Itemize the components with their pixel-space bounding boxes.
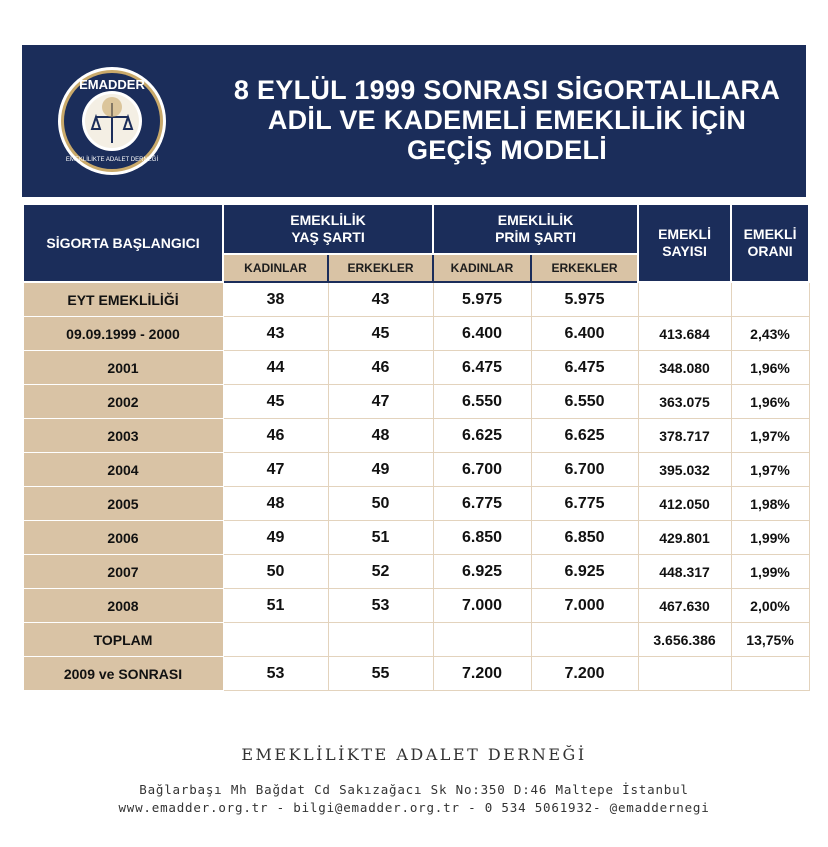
age-women: 53 [223,657,328,691]
retiree-rate: 1,99% [731,521,809,555]
row-label: 2003 [23,419,223,453]
footer-address: Bağlarbaşı Mh Bağdat Cd Sakızağacı Sk No:350 D:46 Maltepe İstanbul [139,782,689,797]
subheader-kadinlar: KADINLAR [223,254,328,282]
age-men: 55 [328,657,433,691]
table-row [23,487,809,521]
prim-women: 6.850 [433,521,531,555]
prim-women: 6.400 [433,317,531,351]
retiree-count: 448.317 [638,555,731,589]
table-row [23,419,809,453]
prim-men: 6.850 [531,521,638,555]
header-emekli-sayisi: EMEKLİ SAYISI [638,204,731,282]
age-men: 46 [328,351,433,385]
age-women: 43 [223,317,328,351]
age-women: 48 [223,487,328,521]
row-label: 2005 [23,487,223,521]
row-label: 2001 [23,351,223,385]
emadder-logo-icon [56,65,168,177]
subheader-erkekler: ERKEKLER [328,254,433,282]
prim-women: 6.700 [433,453,531,487]
retiree-count: 467.630 [638,589,731,623]
table-row [23,555,809,589]
age-women: 45 [223,385,328,419]
retiree-rate: 1,98% [731,487,809,521]
transition-model-table [22,203,810,691]
subheader-kadinlar: KADINLAR [433,254,531,282]
age-men: 47 [328,385,433,419]
prim-women: 6.475 [433,351,531,385]
prim-men: 6.550 [531,385,638,419]
title-line: 8 EYLÜL 1999 SONRASI SİGORTALILARA [233,75,781,105]
subheader-erkekler: ERKEKLER [531,254,638,282]
header-emekli-orani: EMEKLİ ORANI [731,204,809,282]
retiree-count: 395.032 [638,453,731,487]
prim-women: 6.925 [433,555,531,589]
svg-text:EMEKLİLİKTE ADALET DERNEĞİ: EMEKLİLİKTE ADALET DERNEĞİ [65,157,159,163]
retiree-rate: 13,75% [731,623,809,657]
prim-men: 6.400 [531,317,638,351]
retiree-count: 429.801 [638,521,731,555]
row-label: 2006 [23,521,223,555]
age-women: 38 [223,282,328,317]
title-line: GEÇİŞ MODELİ [406,135,608,165]
row-label: 2008 [23,589,223,623]
prim-women: 6.550 [433,385,531,419]
retiree-count: 348.080 [638,351,731,385]
header-prim-sarti: EMEKLİLİK PRİM ŞARTI [433,204,638,254]
title-line: ADİL VE KADEMELİ EMEKLİLİK İÇİN [267,105,747,135]
retiree-count [638,282,731,317]
age-men: 51 [328,521,433,555]
table-row [23,317,809,351]
row-label: 2007 [23,555,223,589]
footer-contact: www.emadder.org.tr - bilgi@emadder.org.tr - 0 534 5061932- @emaddernegi [118,800,710,815]
prim-men [531,623,638,657]
retiree-rate [731,657,809,691]
retiree-count: 412.050 [638,487,731,521]
prim-men: 5.975 [531,282,638,317]
age-women: 50 [223,555,328,589]
table-row [23,521,809,555]
page-title [212,75,802,165]
retiree-count: 378.717 [638,419,731,453]
age-women: 49 [223,521,328,555]
prim-women: 7.000 [433,589,531,623]
table-row [23,351,809,385]
prim-women [433,623,531,657]
table-row [23,623,809,657]
prim-men: 6.925 [531,555,638,589]
retiree-rate: 1,99% [731,555,809,589]
age-men: 48 [328,419,433,453]
row-label: 2002 [23,385,223,419]
retiree-count [638,657,731,691]
table-row [23,657,809,691]
age-women: 47 [223,453,328,487]
age-men: 50 [328,487,433,521]
age-men: 52 [328,555,433,589]
prim-men: 6.625 [531,419,638,453]
table-row [23,385,809,419]
retiree-rate: 1,96% [731,385,809,419]
footer-org-name: EMEKLİLİKTE ADALET DERNEĞİ [241,745,587,764]
retiree-count: 363.075 [638,385,731,419]
age-men: 45 [328,317,433,351]
age-women: 46 [223,419,328,453]
prim-men: 6.700 [531,453,638,487]
age-men: 43 [328,282,433,317]
row-label: TOPLAM [23,623,223,657]
age-women: 51 [223,589,328,623]
table-row [23,589,809,623]
prim-women: 6.775 [433,487,531,521]
prim-women: 7.200 [433,657,531,691]
row-label: 2009 ve SONRASI [23,657,223,691]
retiree-rate: 2,00% [731,589,809,623]
prim-men: 6.475 [531,351,638,385]
age-men: 49 [328,453,433,487]
age-men [328,623,433,657]
retiree-rate: 1,97% [731,453,809,487]
age-women: 44 [223,351,328,385]
header-sigorta-baslangici: SİGORTA BAŞLANGICI [23,204,223,282]
retiree-rate: 1,96% [731,351,809,385]
prim-women: 6.625 [433,419,531,453]
table-row [23,282,809,317]
header-banner [22,45,806,197]
retiree-rate: 1,97% [731,419,809,453]
row-label: EYT EMEKLİLİĞİ [23,282,223,317]
retiree-count: 3.656.386 [638,623,731,657]
retiree-rate [731,282,809,317]
retiree-count: 413.684 [638,317,731,351]
age-men: 53 [328,589,433,623]
row-label: 09.09.1999 - 2000 [23,317,223,351]
prim-women: 5.975 [433,282,531,317]
prim-men: 6.775 [531,487,638,521]
svg-text:EMADDER: EMADDER [79,77,145,92]
age-women [223,623,328,657]
row-label: 2004 [23,453,223,487]
header-yas-sarti: EMEKLİLİK YAŞ ŞARTI [223,204,433,254]
table-row [23,453,809,487]
prim-men: 7.000 [531,589,638,623]
retiree-rate: 2,43% [731,317,809,351]
prim-men: 7.200 [531,657,638,691]
